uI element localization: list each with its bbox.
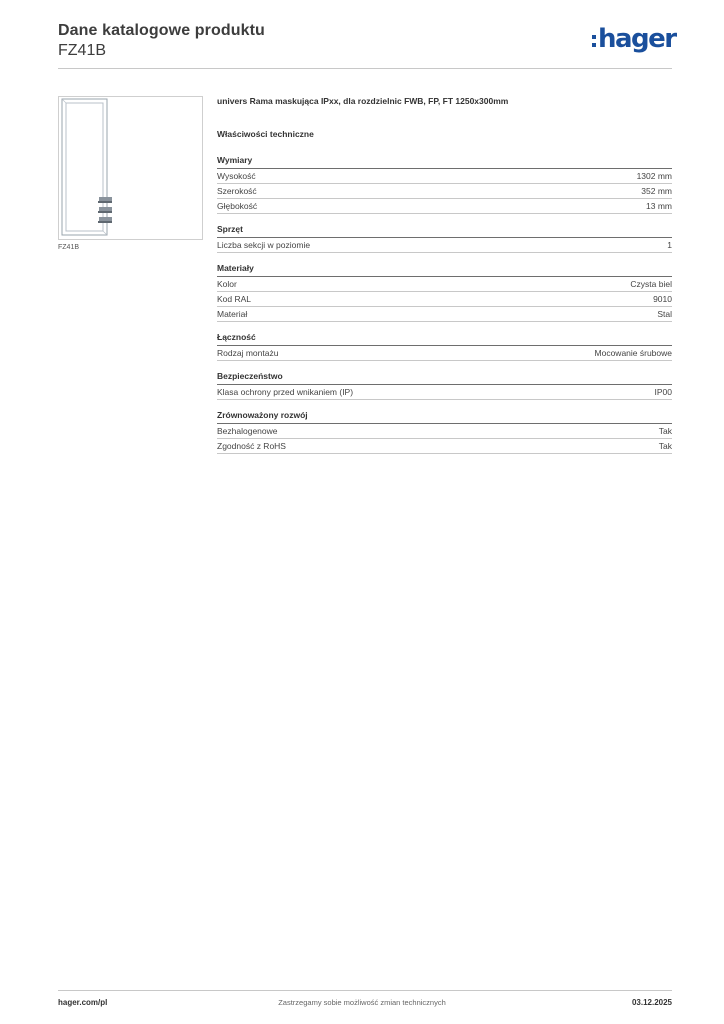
spec-value: Stal [657, 309, 672, 319]
header-divider [58, 68, 672, 69]
spec-label: Kod RAL [217, 294, 252, 304]
logo-dot-lower [592, 43, 596, 47]
product-code: FZ41B [58, 42, 107, 59]
footer-disclaimer: Zastrzegamy sobie możliwość zmian technicznych [278, 998, 446, 1007]
clip-shadow [98, 221, 112, 223]
spec-value: Tak [658, 426, 672, 436]
spec-row [217, 277, 672, 292]
spec-label: Zgodność z RoHS [217, 441, 286, 451]
spec-row [217, 169, 672, 184]
spec-label: Wysokość [217, 171, 256, 181]
spec-label: Liczba sekcji w poziomie [217, 240, 311, 250]
product-details [217, 96, 672, 454]
spec-section-title: Wymiary [217, 155, 672, 169]
document-title: Dane katalogowe produktu [58, 22, 265, 39]
spec-value: 1302 mm [636, 171, 672, 181]
spec-value: Czysta biel [630, 279, 672, 289]
clip-shadow [98, 211, 112, 213]
spec-section [217, 263, 672, 322]
spec-section [217, 224, 672, 253]
clip [99, 217, 112, 221]
technical-properties-heading: Właściwości techniczne [217, 129, 314, 139]
spec-section [217, 155, 672, 214]
mounting-clips [98, 197, 112, 223]
spec-value: Mocowanie śrubowe [594, 348, 672, 358]
spec-section [217, 410, 672, 454]
clip-shadow [98, 201, 112, 203]
spec-label: Klasa ochrony przed wnikaniem (IP) [217, 387, 354, 397]
frame-corner [62, 99, 66, 103]
spec-row [217, 307, 672, 322]
frame-corner [103, 231, 107, 235]
footer-website: hager.com/pl [58, 998, 108, 1007]
clip [99, 197, 112, 201]
hager-logo [592, 24, 676, 58]
logo-dot-upper [592, 35, 596, 39]
spec-section-title: Sprzęt [217, 224, 672, 238]
spec-value: 9010 [653, 294, 672, 304]
spec-value: 13 mm [646, 201, 672, 211]
spec-label: Szerokość [217, 186, 257, 196]
spec-row [217, 184, 672, 199]
spec-label: Głębokość [217, 201, 258, 211]
spec-section-title: Zrównoważony rozwój [217, 410, 672, 424]
spec-section [217, 371, 672, 400]
clip [99, 207, 112, 211]
spec-label: Rodzaj montażu [217, 348, 279, 358]
footer-divider [58, 990, 672, 991]
spec-row [217, 424, 672, 439]
spec-section-title: Bezpieczeństwo [217, 371, 672, 385]
frame-inner [66, 103, 103, 231]
logo-text: hager [598, 24, 676, 54]
spec-label: Bezhalogenowe [217, 426, 278, 436]
spec-row [217, 292, 672, 307]
footer-date: 03.12.2025 [631, 998, 672, 1007]
spec-row [217, 238, 672, 253]
spec-row [217, 385, 672, 400]
product-image [58, 96, 203, 240]
document-header [58, 22, 265, 61]
image-caption: FZ41B [58, 244, 80, 251]
spec-value: 1 [667, 240, 672, 250]
product-description: univers Rama maskująca IPxx, dla rozdzielnic FWB, FP, FT 1250x300mm [217, 96, 509, 106]
spec-section-title: Łączność [217, 332, 672, 346]
spec-row [217, 199, 672, 214]
spec-value: Tak [658, 441, 672, 451]
spec-row [217, 346, 672, 361]
spec-row [217, 439, 672, 454]
spec-value: 352 mm [641, 186, 672, 196]
spec-label: Kolor [217, 279, 237, 289]
spec-value: IP00 [654, 387, 672, 397]
spec-section [217, 332, 672, 361]
spec-label: Materiał [217, 309, 248, 319]
spec-section-title: Materiały [217, 263, 672, 277]
spec-sections [217, 155, 672, 454]
frame-outer [62, 99, 107, 235]
